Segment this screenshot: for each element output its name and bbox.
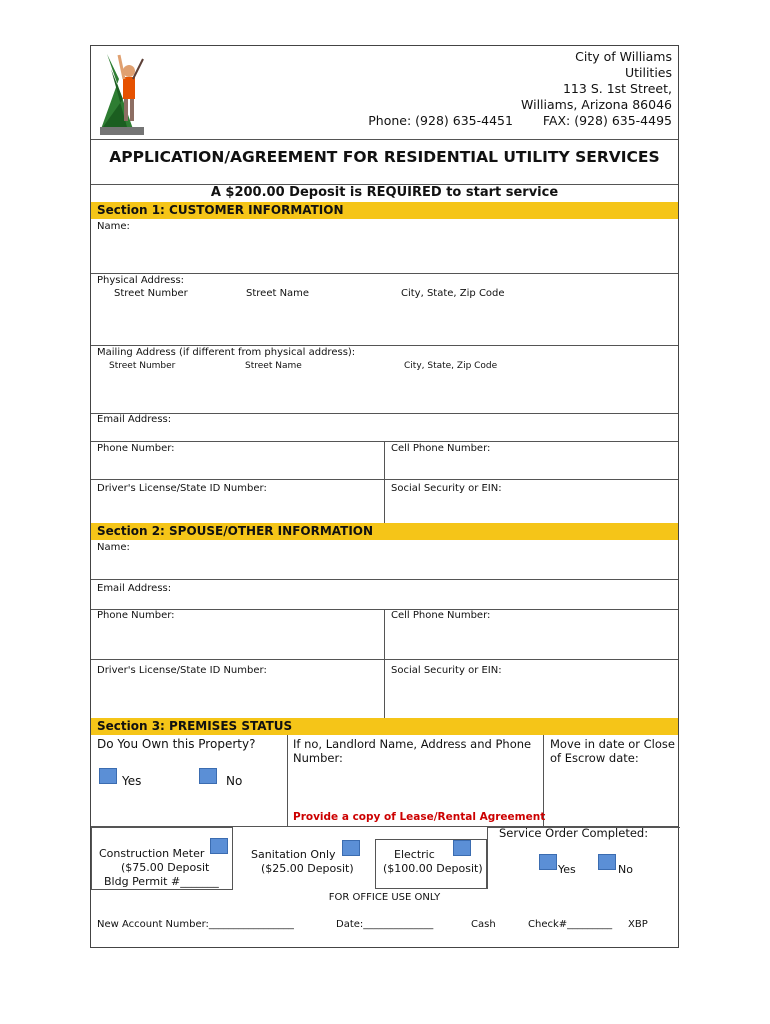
spouse-ssn-field[interactable] — [391, 680, 671, 713]
dept-name: Utilities — [624, 65, 672, 80]
cell-label: Cell Phone Number: — [391, 443, 491, 454]
move-in-label: Move in date or Close of Escrow date: — [550, 737, 675, 765]
mailing-address-field[interactable] — [97, 374, 672, 412]
bldg-permit-label: Bldg Permit #_______ — [104, 875, 219, 888]
own-yes-checkbox[interactable] — [99, 768, 117, 784]
electric-deposit-label: ($100.00 Deposit) — [383, 862, 483, 875]
construction-deposit-label: ($75.00 Deposit — [121, 861, 210, 874]
own-yes-label: Yes — [122, 774, 142, 788]
cash-label: Cash — [471, 919, 496, 930]
construction-meter-checkbox[interactable] — [210, 838, 228, 854]
sanitation-label: Sanitation Only — [251, 848, 336, 861]
org-name: City of Williams — [575, 49, 672, 64]
license-label: Driver's License/State ID Number: — [97, 483, 267, 494]
header-address — [368, 49, 672, 129]
spouse-ssn-label: Social Security or EIN: — [391, 665, 502, 676]
new-account-label: New Account Number:_________________ — [97, 919, 294, 930]
spouse-phone-label: Phone Number: — [97, 610, 175, 621]
mailing-address-label: Mailing Address (if different from physical address): — [97, 347, 356, 358]
mailing-street-number-label: Street Number — [109, 361, 176, 371]
service-order-label: Service Order Completed: — [499, 826, 649, 840]
physical-address-label: Physical Address: — [97, 275, 185, 286]
section1-heading: Section 1: CUSTOMER INFORMATION — [91, 202, 678, 219]
street-name-label: Street Name — [246, 288, 310, 299]
spouse-name-label: Name: — [97, 542, 130, 553]
own-property-question: Do You Own this Property? — [97, 737, 256, 751]
spouse-license-field[interactable] — [97, 680, 382, 713]
name-field[interactable] — [151, 220, 671, 270]
spouse-email-label: Email Address: — [97, 583, 172, 594]
name-label: Name: — [97, 221, 130, 232]
service-no-label: No — [618, 863, 633, 876]
xbp-label: XBP — [628, 919, 648, 930]
own-no-checkbox[interactable] — [199, 768, 217, 784]
move-in-field[interactable] — [550, 768, 675, 818]
form-title: APPLICATION/AGREEMENT FOR RESIDENTIAL UTILITY SERVICES — [109, 148, 660, 166]
ssn-label: Social Security or EIN: — [391, 483, 502, 494]
landlord-field[interactable] — [293, 768, 538, 804]
electric-label: Electric — [394, 848, 435, 861]
sanitation-deposit-label: ($25.00 Deposit) — [261, 862, 354, 875]
electric-checkbox[interactable] — [453, 840, 471, 856]
cell-field[interactable] — [496, 443, 671, 465]
mailing-street-name-label: Street Name — [245, 361, 302, 371]
spouse-phone-field[interactable] — [97, 624, 382, 654]
check-label: Check#_________ — [528, 919, 613, 930]
section2-heading: Section 2: SPOUSE/OTHER INFORMATION — [91, 523, 678, 540]
email-label: Email Address: — [97, 414, 172, 425]
street-number-label: Street Number — [114, 288, 188, 299]
spouse-cell-field[interactable] — [391, 624, 671, 654]
service-yes-checkbox[interactable] — [539, 854, 557, 870]
lease-note: Provide a copy of Lease/Rental Agreement — [293, 811, 546, 823]
sanitation-checkbox[interactable] — [342, 840, 360, 856]
date-label: Date:______________ — [336, 919, 434, 930]
construction-meter-label: Construction Meter — [99, 847, 205, 860]
mailing-city-state-zip-label: City, State, Zip Code — [404, 361, 498, 371]
application-form — [90, 45, 679, 948]
contact-line — [368, 113, 672, 129]
landlord-label: If no, Landlord Name, Address and Phone Number: — [293, 737, 532, 765]
office-use-label: FOR OFFICE USE ONLY — [328, 892, 441, 903]
email-field[interactable] — [176, 414, 671, 438]
spouse-license-label: Driver's License/State ID Number: — [97, 665, 267, 676]
service-yes-label: Yes — [558, 863, 576, 876]
street-address: 113 S. 1st Street, — [562, 81, 672, 96]
physical-address-field[interactable] — [97, 302, 672, 342]
phone-number: Phone: (928) 635-4451 — [368, 113, 513, 128]
service-no-checkbox[interactable] — [598, 854, 616, 870]
own-no-label: No — [226, 774, 243, 788]
city-state-zip-label: City, State, Zip Code — [401, 288, 505, 299]
section3-heading: Section 3: PREMISES STATUS — [91, 718, 678, 735]
city-address: Williams, Arizona 86046 — [521, 97, 672, 112]
phone-field[interactable] — [181, 443, 381, 465]
spouse-cell-label: Cell Phone Number: — [391, 610, 491, 621]
phone-label: Phone Number: — [97, 443, 175, 454]
fax-number: FAX: (928) 635-4495 — [542, 113, 672, 128]
city-logo — [97, 49, 147, 139]
deposit-notice: A $200.00 Deposit is REQUIRED to start service — [210, 185, 559, 200]
spouse-email-field[interactable] — [176, 582, 671, 604]
ssn-field[interactable] — [391, 498, 671, 523]
license-field[interactable] — [97, 498, 382, 523]
spouse-name-field[interactable] — [151, 541, 671, 577]
